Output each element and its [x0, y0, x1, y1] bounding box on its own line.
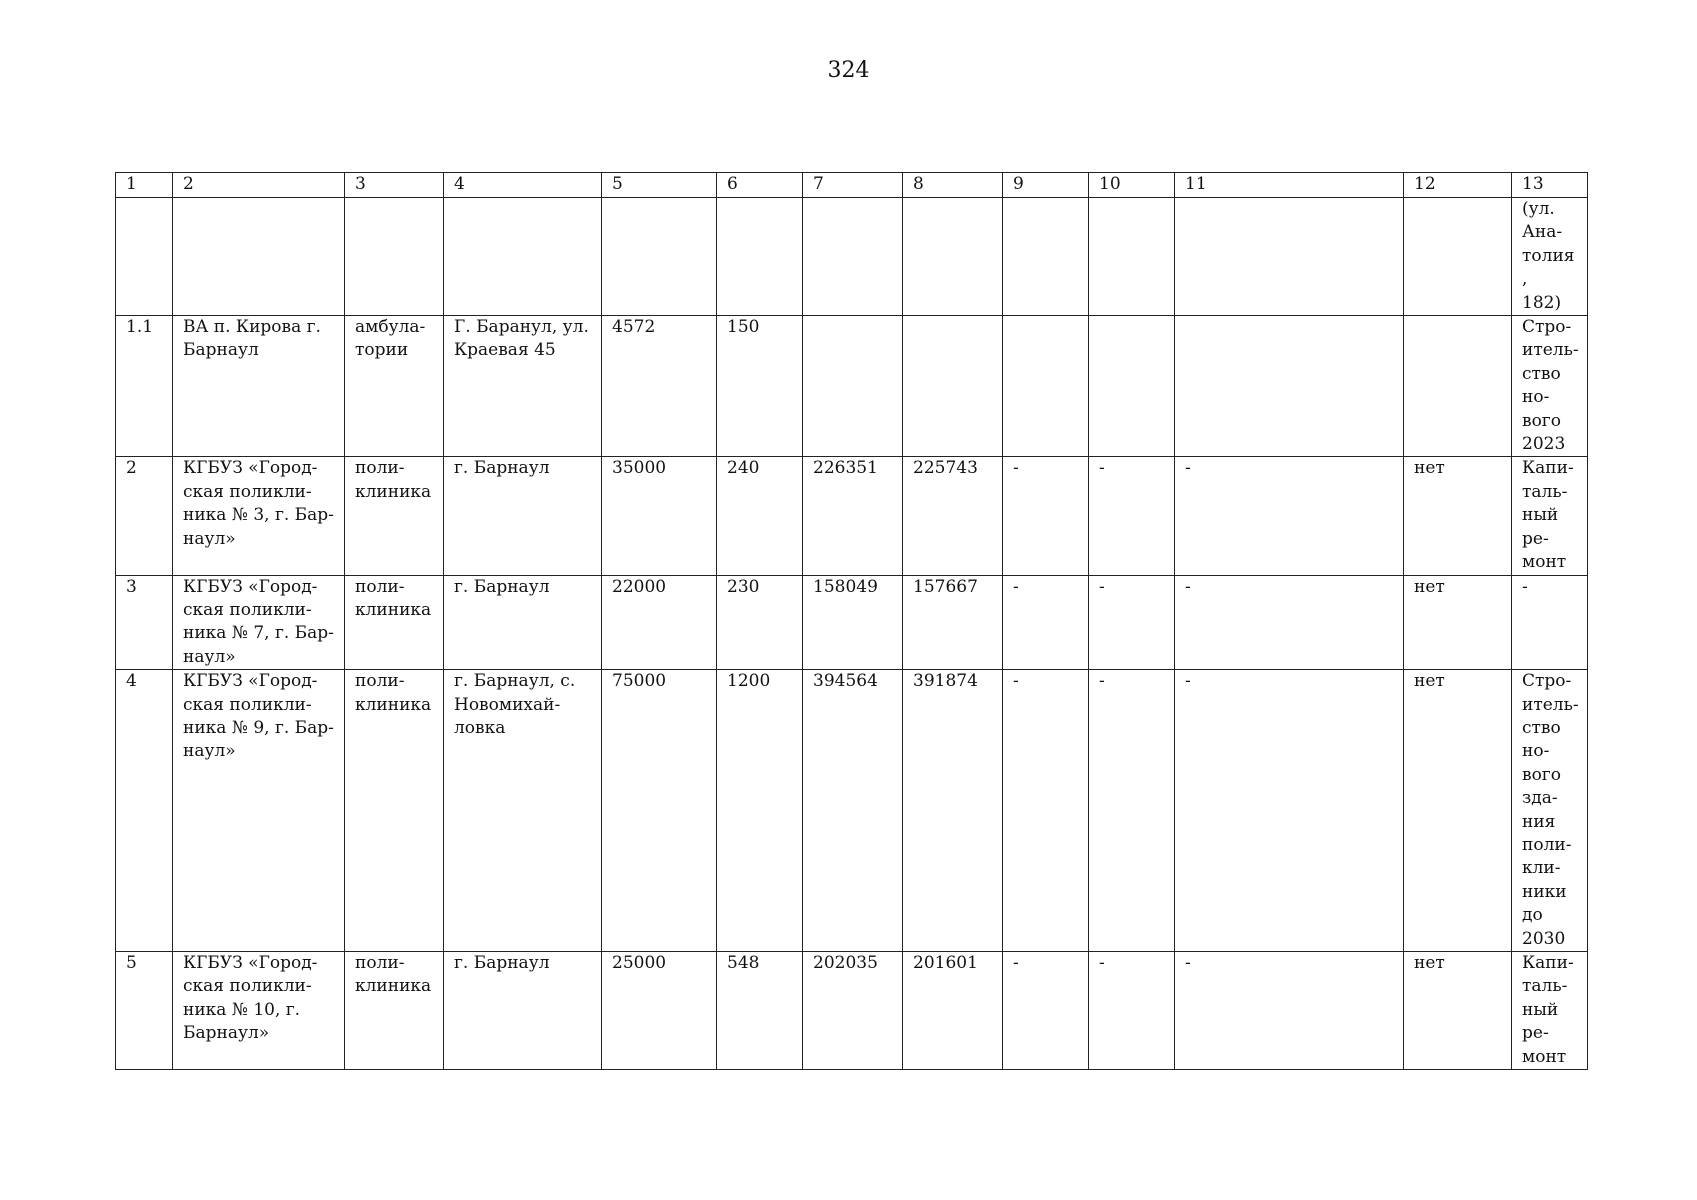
table-cell: - [1089, 952, 1175, 1070]
table-cell: 225743 [903, 457, 1003, 575]
table-cell [1404, 316, 1512, 457]
table-cell: Г. Баранул, ул. Краевая 45 [444, 316, 602, 457]
table-cell: 4572 [602, 316, 717, 457]
table-cell: 3 [116, 575, 173, 670]
header-cell: 13 [1512, 173, 1588, 198]
table-row [116, 670, 1588, 952]
table-cell: 4 [116, 670, 173, 952]
table-cell: ВА п. Кирова г. Барнаул [173, 316, 345, 457]
table-cell: 1200 [717, 670, 803, 952]
table-cell: поли- клиника [345, 670, 444, 952]
table-cell: нет [1404, 670, 1512, 952]
table-row [116, 575, 1588, 670]
table-cell [903, 198, 1003, 316]
table-cell: - [1175, 670, 1404, 952]
table-cell: поли- клиника [345, 457, 444, 575]
table-cell: нет [1404, 457, 1512, 575]
table-cell: г. Барнаул, с. Новомихай- ловка [444, 670, 602, 952]
table-cell: Капи- таль- ный ре- монт [1512, 952, 1588, 1070]
table-cell: КГБУЗ «Город- ская поликли- ника № 10, г. Барнаул» [173, 952, 345, 1070]
table-cell: - [1175, 457, 1404, 575]
header-cell: 2 [173, 173, 345, 198]
table-cell [1003, 198, 1089, 316]
table-cell: 2 [116, 457, 173, 575]
table-row [116, 198, 1588, 316]
table-row [116, 457, 1588, 575]
table-cell [803, 198, 903, 316]
table-cell: г. Барнаул [444, 952, 602, 1070]
header-cell: 1 [116, 173, 173, 198]
data-table [115, 172, 1588, 1070]
table-cell: - [1089, 457, 1175, 575]
table-cell: г. Барнаул [444, 575, 602, 670]
table-cell: Стро- итель- ство но- вого зда- ния поли- кли- ники до 2030 [1512, 670, 1588, 952]
table-cell [444, 198, 602, 316]
header-cell: 8 [903, 173, 1003, 198]
table-cell [173, 198, 345, 316]
table-cell: 1.1 [116, 316, 173, 457]
table-cell: 35000 [602, 457, 717, 575]
table-cell: Капи- таль- ный ре- монт [1512, 457, 1588, 575]
table-cell: - [1003, 952, 1089, 1070]
table-cell: - [1003, 575, 1089, 670]
table-cell [345, 198, 444, 316]
page-number: 324 [827, 58, 870, 83]
header-cell: 9 [1003, 173, 1089, 198]
table-cell: - [1089, 575, 1175, 670]
table-cell: поли- клиника [345, 575, 444, 670]
table-cell: поли- клиника [345, 952, 444, 1070]
table-cell [803, 316, 903, 457]
header-cell: 4 [444, 173, 602, 198]
table-cell: 548 [717, 952, 803, 1070]
header-cell: 7 [803, 173, 903, 198]
header-cell: 11 [1175, 173, 1404, 198]
table-cell: - [1089, 670, 1175, 952]
table-cell: 158049 [803, 575, 903, 670]
table-cell: Стро- итель- ство но- вого 2023 [1512, 316, 1588, 457]
table-cell: - [1175, 952, 1404, 1070]
header-row [116, 173, 1588, 198]
header-cell: 3 [345, 173, 444, 198]
table-cell [903, 316, 1003, 457]
table-cell: - [1512, 575, 1588, 670]
table-cell: нет [1404, 952, 1512, 1070]
table-cell: КГБУЗ «Город- ская поликли- ника № 7, г. Бар- наул» [173, 575, 345, 670]
table-cell [717, 198, 803, 316]
table-cell: КГБУЗ «Город- ская поликли- ника № 9, г. Бар- наул» [173, 670, 345, 952]
table-cell [1175, 316, 1404, 457]
table-cell [1175, 198, 1404, 316]
table-cell: нет [1404, 575, 1512, 670]
table-cell: - [1175, 575, 1404, 670]
table-cell: 150 [717, 316, 803, 457]
table-row [116, 316, 1588, 457]
header-cell: 5 [602, 173, 717, 198]
table-cell: 25000 [602, 952, 717, 1070]
table-cell: 157667 [903, 575, 1003, 670]
table-cell: 202035 [803, 952, 903, 1070]
header-cell: 12 [1404, 173, 1512, 198]
header-cell: 6 [717, 173, 803, 198]
table-cell: 230 [717, 575, 803, 670]
table-cell [116, 198, 173, 316]
table-cell: 391874 [903, 670, 1003, 952]
header-cell: 10 [1089, 173, 1175, 198]
table-cell: 240 [717, 457, 803, 575]
table-cell: 201601 [903, 952, 1003, 1070]
table-row [116, 952, 1588, 1070]
table-cell [1404, 198, 1512, 316]
table-cell: 22000 [602, 575, 717, 670]
table-cell: - [1003, 670, 1089, 952]
table-cell: г. Барнаул [444, 457, 602, 575]
table-cell: (ул. Ана- толия, 182) [1512, 198, 1588, 316]
table-cell: 5 [116, 952, 173, 1070]
table-cell: 75000 [602, 670, 717, 952]
table-cell [1089, 316, 1175, 457]
table-cell: амбула- тории [345, 316, 444, 457]
table-cell: - [1003, 457, 1089, 575]
table-cell: КГБУЗ «Город- ская поликли- ника № 3, г. Бар- наул» [173, 457, 345, 575]
table-cell [1089, 198, 1175, 316]
table-cell: 226351 [803, 457, 903, 575]
table-cell [1003, 316, 1089, 457]
table-cell [602, 198, 717, 316]
table-cell: 394564 [803, 670, 903, 952]
